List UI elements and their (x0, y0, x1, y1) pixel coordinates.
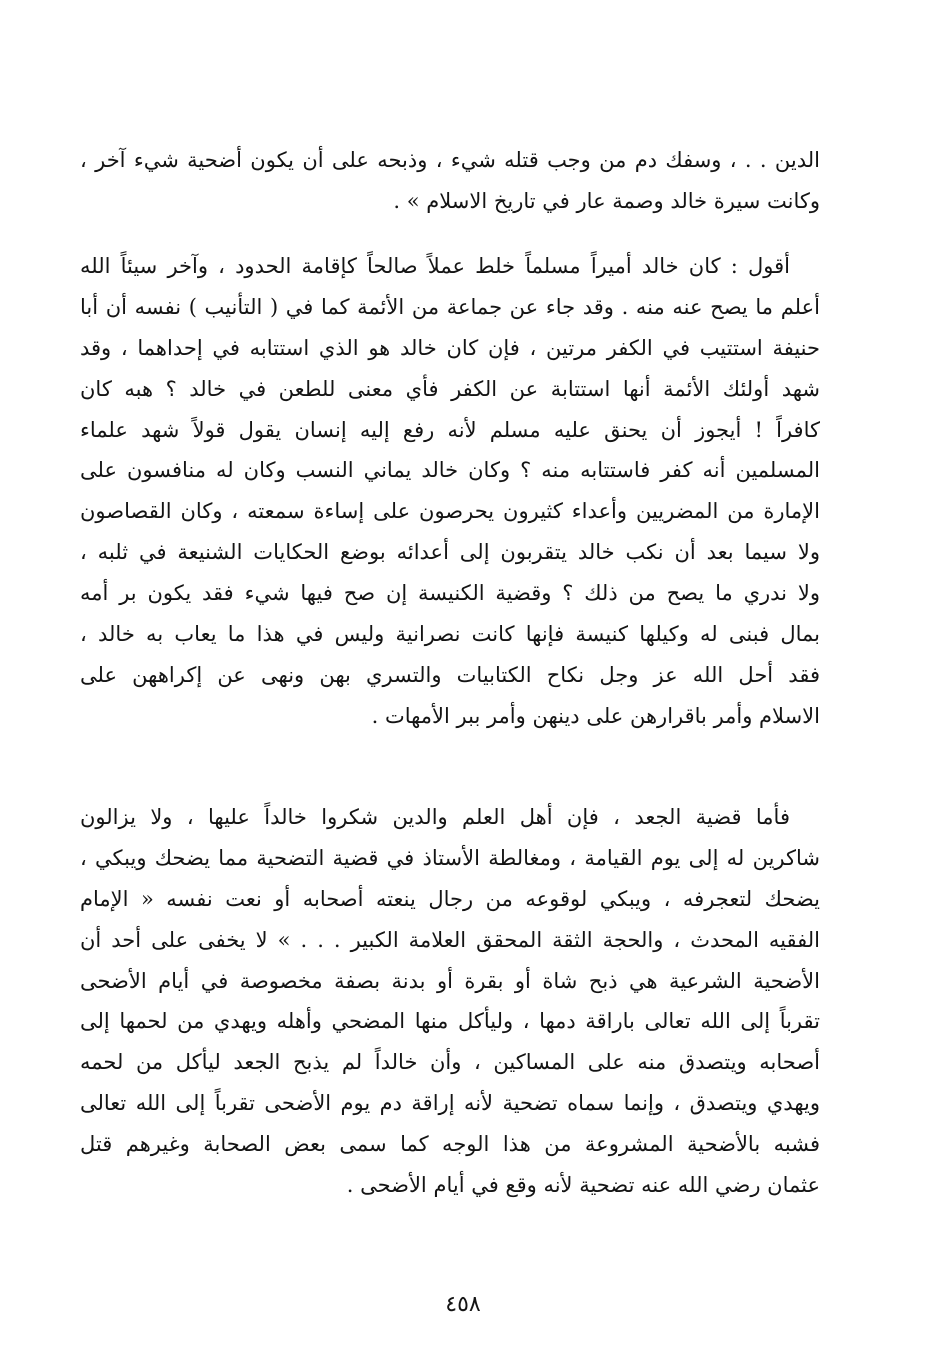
text-line: ولا ندري ما يصح من ذلك ؟ وقضية الكنيسة إن صح فيها شيء فقد يكون بر أمه (80, 581, 820, 606)
text-line: ويهدي ويتصدق ، وإنما سماه تضحية لأنه إراقة دم يوم الأضحى تقرباً إلى الله تعالى (80, 1091, 820, 1116)
text-line: الاسلام وأمر باقرارهن على دينهن وأمر ببر الأمهات . (371, 703, 820, 728)
page-number: ٤٥٨ (445, 1292, 481, 1317)
text-line: شهد أولئك الأئمة أنها استتابة عن الكفر فأي معنى للطعن في خالد ؟ هبه كان (80, 376, 820, 401)
text-line: الدين . . ، وسفك دم من وجب قتله شيء ، وذبحه على أن يكون أضحية شيء آخر ، (80, 148, 820, 172)
text-line: الإمارة من المضريين وأعداء كثيرون يحرصون على إساءة سمعته ، وكان القصاصون (80, 499, 820, 524)
text-line: فقد أحل الله عز وجل نكاح الكتابيات والتسري بهن ونهى عن إكراههن على (80, 662, 820, 687)
text-line: حنيفة استتيب في الكفر مرتين ، فإن كان خالد هو الذي استتابه في إحداهما ، وقد (80, 335, 820, 360)
text-line: الأضحية الشرعية هي ذبح شاة أو بقرة أو بدنة بصفة مخصوصة في أيام الأضحى (80, 968, 820, 993)
text-line: أعلم ما يصح عنه منه . وقد جاء عن جماعة من الأئمة كما في ( التأنيب ) نفسه أن أبا (80, 294, 820, 319)
paragraph-1 (80, 140, 820, 222)
text-line: تقرباً إلى الله تعالى باراقة دمها ، وليأكل منها المضحي وأهله ويهدي من لحمها إلى (80, 1009, 820, 1034)
text-line: ولا سيما بعد أن نكب خالد يتقربون إلى أعدائه بوضع الحكايات الشنيعة في ثلبه ، (80, 540, 820, 565)
text-line: أصحابه ويتصدق منه على المساكين ، وأن خالداً لم يذبح الجعد ليأكل من لحمه (80, 1050, 820, 1075)
text-line: يضحك لتعجرفه ، ويبكي لوقوعه من رجال ينعته أصحابه أو نعت نفسه « الإمام (80, 886, 820, 911)
text-line: شاكرين له إلى يوم القيامة ، ومغالطة الأستاذ في قضية التضحية مما يضحك ويبكي ، (80, 845, 820, 870)
text-line: بمال فبنى له وكيلها كنيسة فإنها كانت نصرانية وليس في هذا ما يعاب به خالد ، (80, 622, 820, 647)
paragraph-2 (80, 246, 820, 737)
text-line: الفقيه المحدث ، والحجة الثقة المحقق العلامة الكبير . . . » لا يخفى على أحد أن (80, 927, 820, 952)
text-line: أقول : كان خالد أميراً مسلماً خلط عملاً صالحاً كإقامة الحدود ، وآخر سيئاً الله (80, 254, 791, 278)
text-line: عثمان رضي الله عنه تضحية لأنه وقع في أيام الأضحى . (346, 1173, 820, 1198)
text-line: المسلمين أنه كفر فاستتابه منه ؟ وكان خالد يماني النسب وكان له منافسون على (80, 458, 820, 483)
text-line: فشبه بالأضحية المشروعة من هذا الوجه كما سمى بعض الصحابة وغيرهم قتل (80, 1132, 820, 1157)
text-line: وكانت سيرة خالد وصمة عار في تاريخ الاسلام » . (393, 188, 820, 213)
text-line: فأما قضية الجعد ، فإن أهل العلم والدين شكروا خالداً عليها ، ولا يزالون (80, 805, 790, 829)
text-line: كافراً ! أيجوز أن يحنق عليه مسلم لأنه رفع إليه إنسان يقول قولاً شهد علماء (80, 417, 820, 442)
paragraph-3 (80, 797, 820, 1206)
